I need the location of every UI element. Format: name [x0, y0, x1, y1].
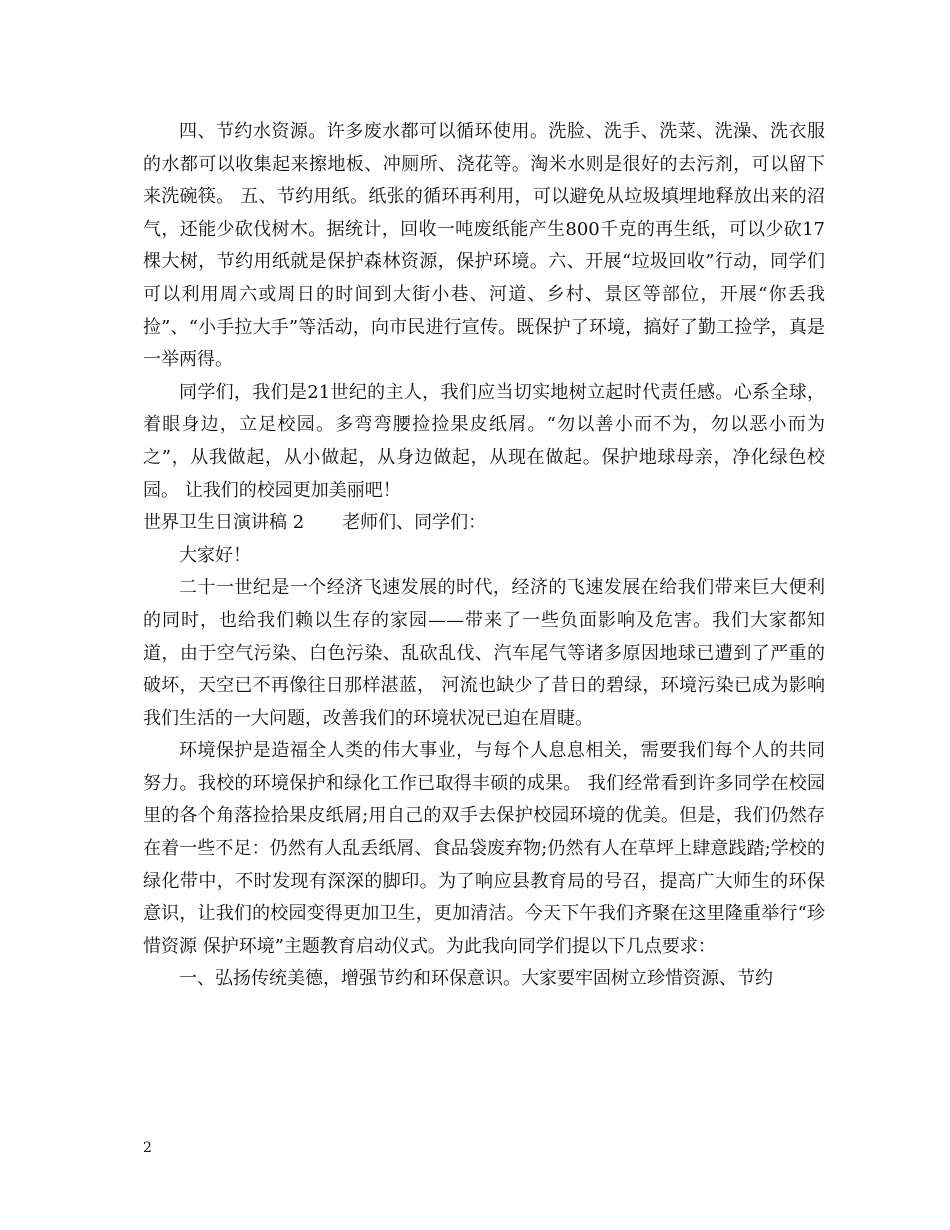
page-number: 2 [143, 1140, 152, 1156]
speech-title: 世界卫生日演讲稿 2 [143, 512, 305, 534]
paragraph-environmental-protection: 环境保护是造福全人类的伟大事业，与每个人息息相关，需要我们每个人的共同努力。我校的环境保护和绿化工作已取得丰硕的成果。 我们经常看到许多同学在校园里的各个角落捡拾果皮纸屑;用自己的双手去保护校园环境的优美。但是，我们仍然存在着一些不足：仍然有人乱丢纸屑、食品袋废弃物;仍然有人在草坪上肆意践踏;学校的绿化带中，不时发现有深深的脚印。为了响应县教育局的号召，提高广大师生的环保意识，让我们的校园变得更加卫生，更加清洁。今天下午我们齐聚在这里隆重举行“珍惜资源 保护环境”主题教育启动仪式。为此我向同学们提以下几点要求： [143, 740, 825, 957]
paragraph-point-one: 一、弘扬传统美德，增强节约和环保意识。大家要牢固树立珍惜资源、节约 [179, 968, 773, 990]
document-body [143, 116, 825, 996]
paragraph-water-paper-recycling: 四、节约水资源。许多废水都可以循环使用。洗脸、洗手、洗菜、洗澡、洗衣服的水都可以收集起来擦地板、冲厕所、浇花等。淘米水则是很好的去污剂，可以留下来洗碗筷。 五、节约用纸。纸张的循环再利用，可以避免从垃圾填埋地释放出来的沼气，还能少砍伐树木。据统计，回收一吨废纸能产生800千克的再生纸，可以少砍17棵大树，节约用纸就是保护森林资源，保护环境。六、开展“垃圾回收”行动，同学们可以利用周六或周日的时间到大街小巷、河道、乡村、景区等部位，开展“你丢我捡”、“小手拉大手”等活动，向市民进行宣传。既保护了环境，搞好了勤工捡学，真是一举两得。 [143, 121, 825, 371]
speech-heading [143, 507, 825, 540]
speech-salutation: 老师们、同学们： [342, 512, 487, 534]
paragraph-classmates-responsibility: 同学们，我们是21世纪的主人，我们应当切实地树立起时代责任感。心系全球，着眼身边，立足校园。多弯弯腰捡捡果皮纸屑。“勿以善小而不为，勿以恶小而为之”，从我做起，从小做起，从身边做起，从现在做起。保护地球母亲，净化绿色校园。 让我们的校园更加美丽吧！ [143, 381, 825, 501]
greeting: 大家好！ [179, 544, 251, 566]
paragraph-21st-century: 二十一世纪是一个经济飞速发展的时代，经济的飞速发展在给我们带来巨大便利的同时，也给我们赖以生存的家园——带来了一些负面影响及危害。我们大家都知道，由于空气污染、白色污染、乱砍乱伐、汽车尾气等诸多原因地球已遭到了严重的破坏，天空已不再像往日那样湛蓝， 河流也缺少了昔日的碧绿，环境污染已成为影响我们生活的一大问题，改善我们的环境状况已迫在眉睫。 [143, 577, 825, 729]
